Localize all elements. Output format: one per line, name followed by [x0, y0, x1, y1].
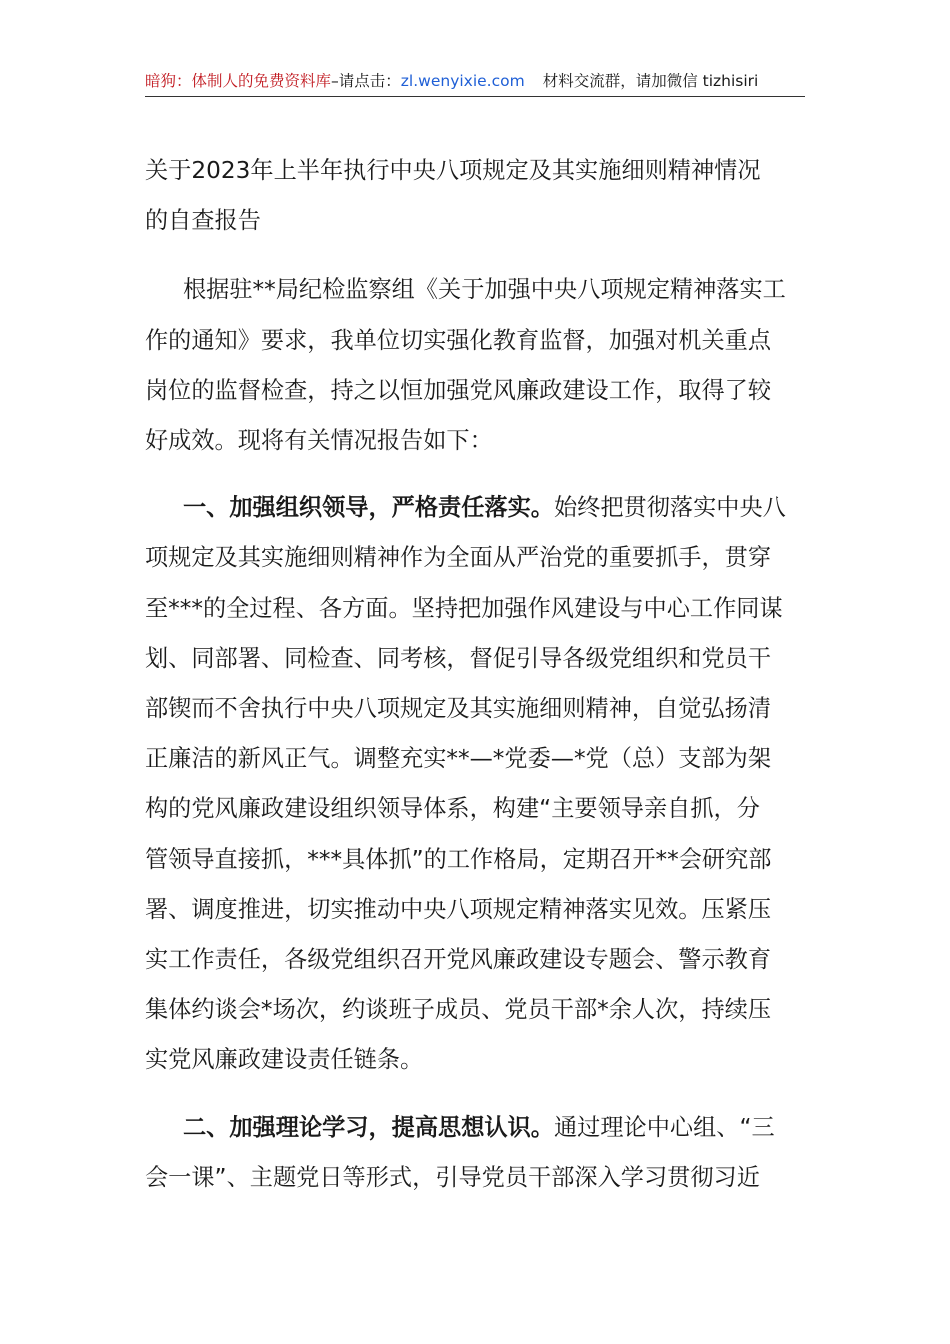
text-line: 作的通知》要求，我单位切实强化教育监督，加强对机关重点 [145, 326, 772, 354]
text-line: 根据驻**局纪检监察组《关于加强中央八项规定精神落实工 [183, 276, 786, 304]
header-group-note: 材料交流群，请加微信 tizhisiri [542, 72, 759, 90]
text-line: 实工作责任，各级党组织召开党风廉政建设专题会、警示教育 [145, 946, 772, 974]
section-2-heading: 二、加强理论学习，提高思想认识。 [183, 1113, 554, 1141]
section-2-lead: 通过理论中心组、“三 [554, 1113, 775, 1141]
text-line: 项规定及其实施细则精神作为全面从严治党的重要抓手，贯穿 [145, 544, 772, 572]
text-line: 集体约谈会*场次，约谈班子成员、党员干部*余人次，持续压 [145, 996, 772, 1024]
section-1-lead: 始终把贯彻落实中央八 [554, 494, 786, 522]
page-header [145, 66, 805, 97]
text-line [145, 1103, 807, 1153]
text-line: 署、调度推进，切实推动中央八项规定精神落实见效。压紧压 [145, 895, 772, 923]
text-line: 部锲而不舍执行中央八项规定及其实施细则精神，自觉弘扬清 [145, 695, 772, 723]
section-2-paragraph [145, 1103, 807, 1203]
section-1-heading: 一、加强组织领导，严格责任落实。 [183, 494, 554, 522]
title-line: 的自查报告 [145, 207, 261, 235]
header-brand: 暗狗：体制人的免费资料库 [145, 72, 332, 90]
text-line: 划、同部署、同检查、同考核，督促引导各级党组织和党员干 [145, 644, 772, 672]
title-line: 关于2023年上半年执行中央八项规定及其实施细则精神情况 [145, 157, 761, 184]
text-line: 好成效。现将有关情况报告如下： [145, 427, 493, 455]
header-link-prefix: –请点击： [331, 72, 401, 90]
text-line: 岗位的监督检查，持之以恒加强党风廉政建设工作，取得了较 [145, 376, 772, 404]
text-line: 会一课”、主题党日等形式，引导党员干部深入学习贯彻习近 [145, 1163, 760, 1191]
text-line: 实党风廉政建设责任链条。 [145, 1046, 424, 1074]
text-line: 至***的全过程、各方面。坚持把加强作风建设与中心工作同谋 [145, 594, 783, 622]
text-line: 正廉洁的新风正气。调整充实**—*党委—*党（总）支部为架 [145, 745, 772, 773]
document-title [145, 146, 807, 246]
intro-paragraph [145, 265, 807, 466]
document-body [145, 146, 807, 1203]
section-1-paragraph [145, 483, 807, 1085]
text-line: 构的党风廉政建设组织领导体系，构建“主要领导亲自抓，分 [145, 795, 760, 823]
text-line [145, 483, 807, 533]
text-line: 管领导直接抓，***具体抓”的工作格局，定期召开**会研究部 [145, 845, 772, 873]
header-url-link[interactable]: zl.wenyixie.com [400, 72, 525, 90]
